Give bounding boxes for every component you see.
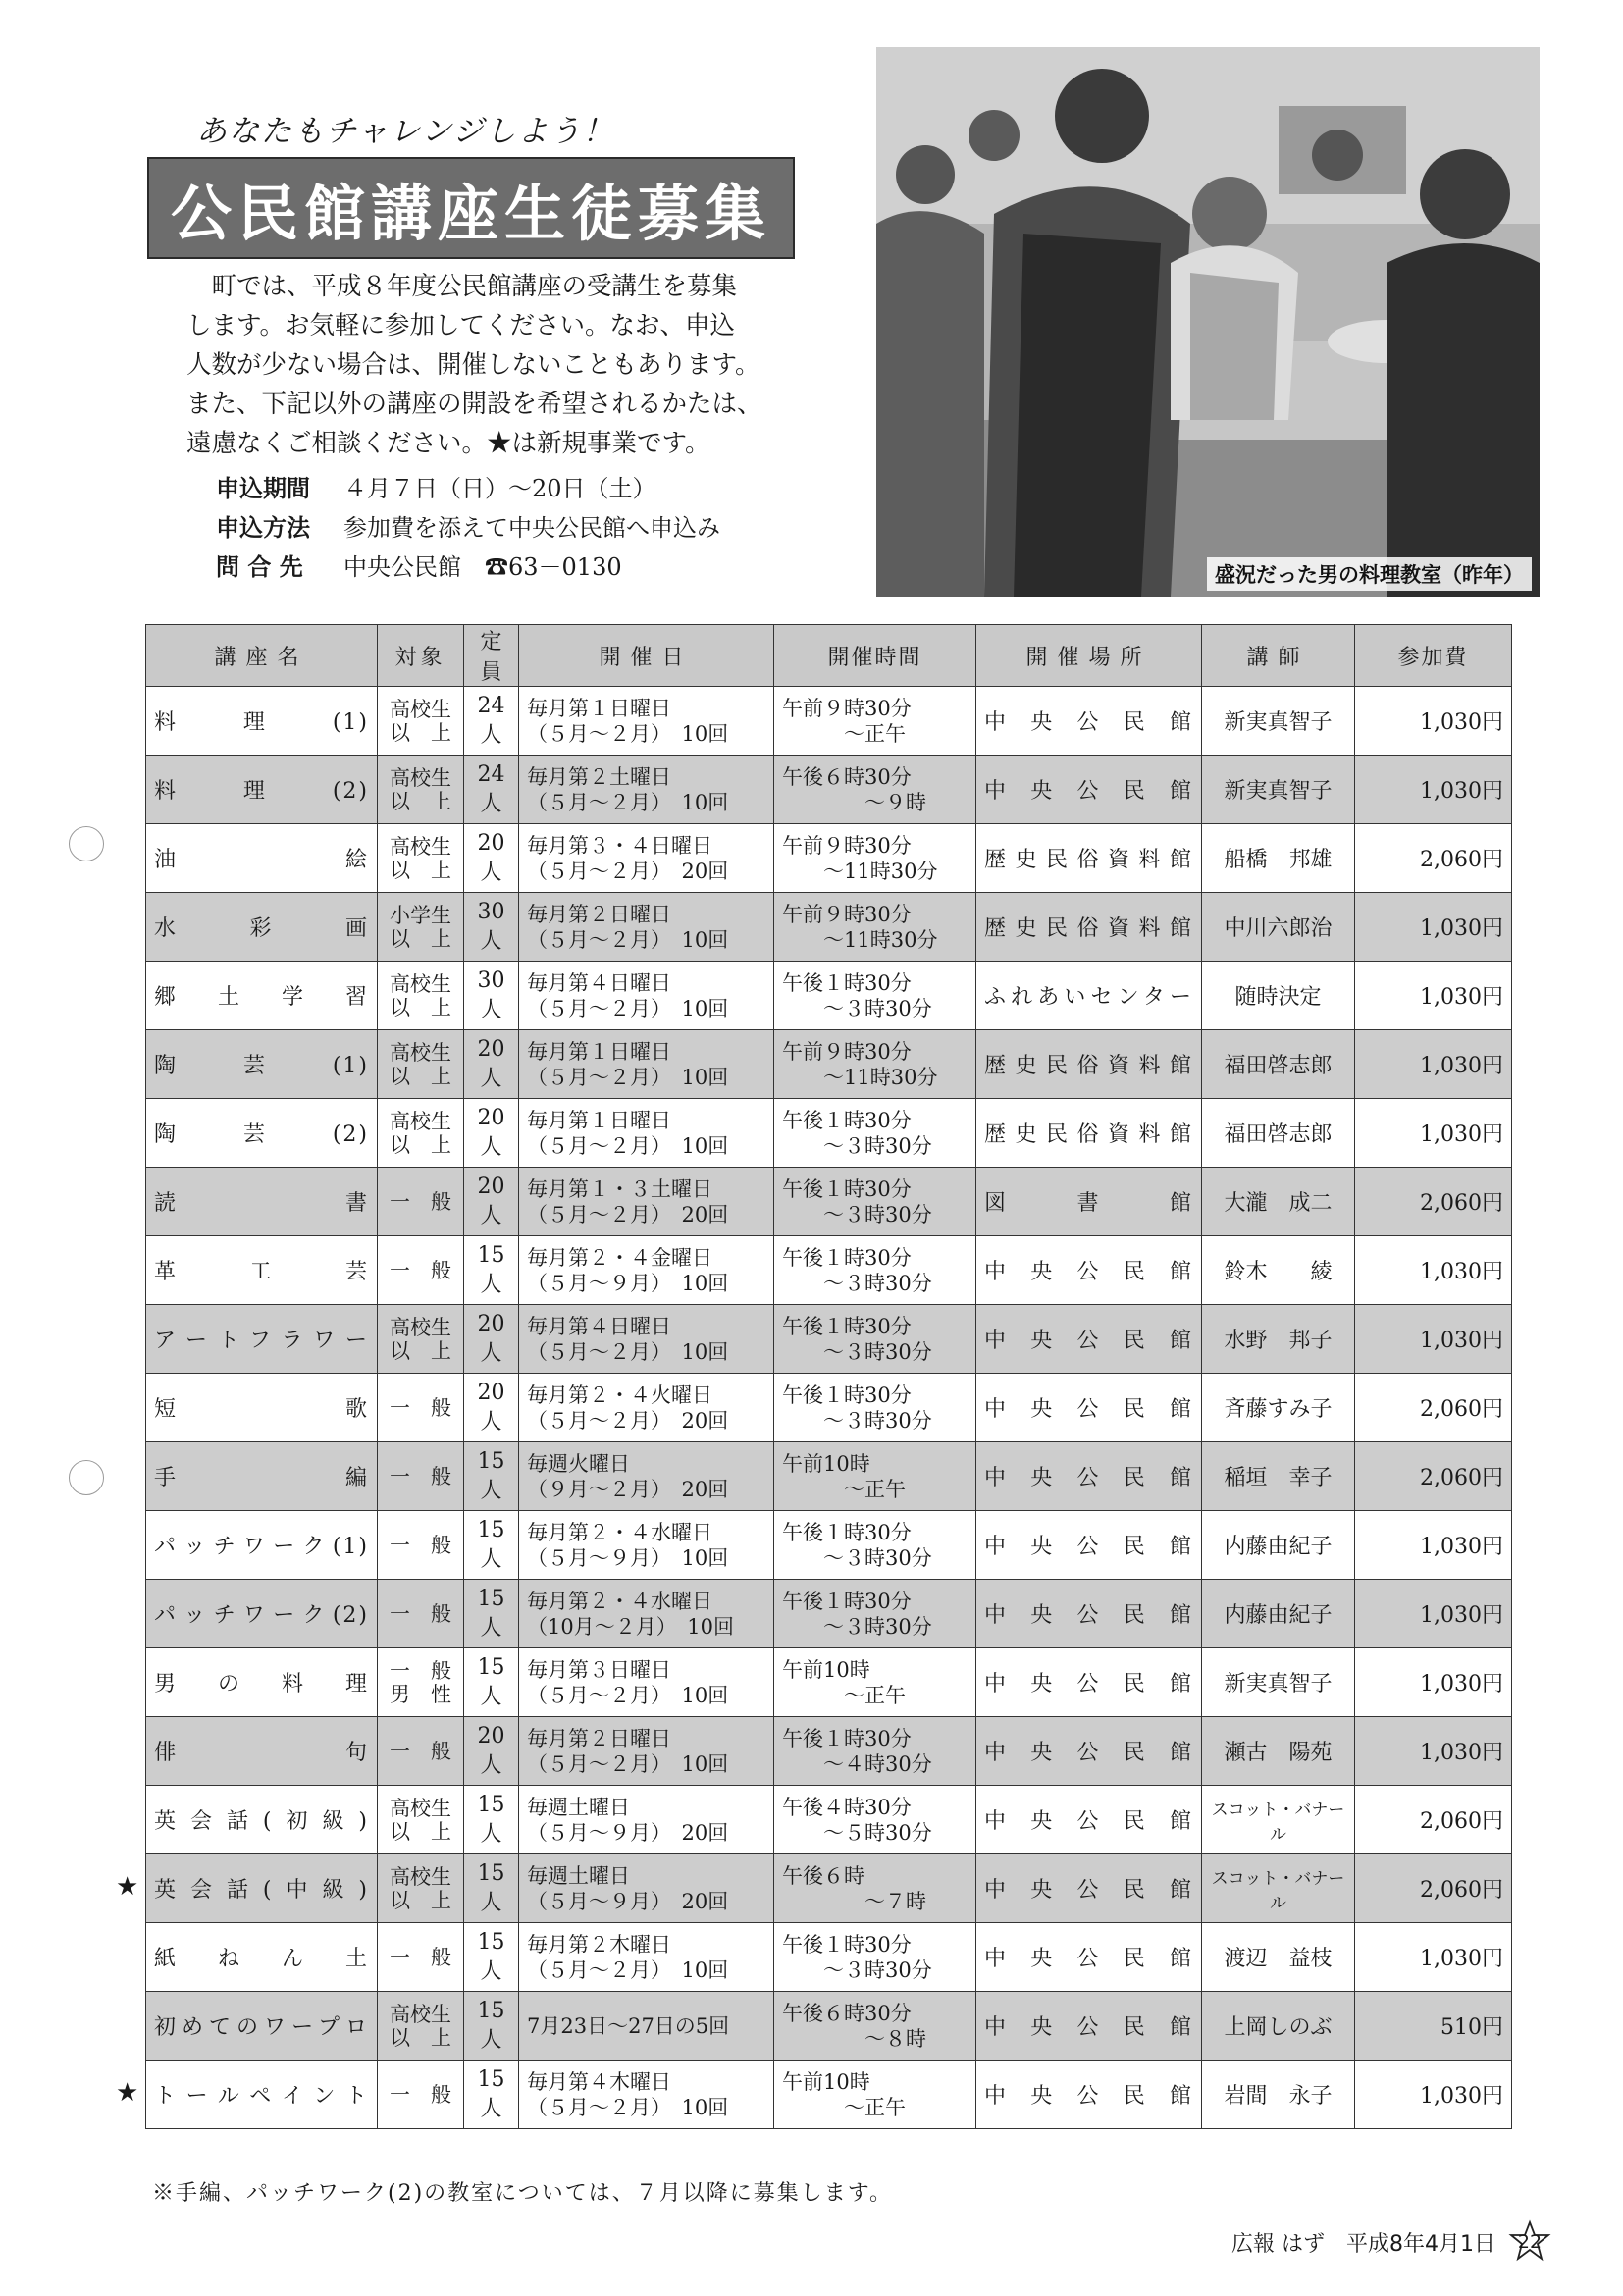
time-cell: 午後１時30分 ～３時30分 (774, 1374, 976, 1442)
table-header-row (146, 625, 1512, 687)
intro-line: 遠慮なくご相談ください。★は新規事業です。 (186, 429, 710, 458)
date-cell: 毎月第２・４水曜日 （10月～２月） 10回 (519, 1580, 774, 1648)
date-cell: 毎月第１日曜日 （５月～２月） 10回 (519, 687, 774, 756)
table-row (146, 1992, 1512, 2061)
capacity-cell: 20人 (464, 1030, 519, 1099)
publication-info: 広報 はず 平成8年4月1日 (1231, 2231, 1495, 2257)
course-name-cell: パッチワーク(2) (146, 1580, 378, 1648)
column-header: 参加費 (1355, 625, 1512, 687)
table-row (146, 1717, 1512, 1786)
date-cell: 毎月第２・４火曜日 （５月～２月） 20回 (519, 1374, 774, 1442)
place-cell: 中央公民館 (976, 1786, 1202, 1854)
place-cell: 中央公民館 (976, 1305, 1202, 1374)
target-cell: 一 般 (378, 1511, 464, 1580)
course-name-cell: 紙ねん土 (146, 1923, 378, 1992)
fee-cell: 2,060円 (1355, 824, 1512, 893)
time-cell: 午後１時30分 ～３時30分 (774, 1923, 976, 1992)
time-cell: 午後１時30分 ～３時30分 (774, 1580, 976, 1648)
info-label: 問 合 先 (216, 552, 303, 581)
teacher-cell: スコット・バナール (1202, 1854, 1355, 1923)
place-cell: 歴史民俗資料館 (976, 1030, 1202, 1099)
page-title: 公民館講座生徒募集 (170, 177, 771, 249)
teacher-cell: スコット・バナール (1202, 1786, 1355, 1854)
fee-cell: 1,030円 (1355, 1923, 1512, 1992)
intro-text (186, 267, 785, 463)
capacity-cell: 15人 (464, 1236, 519, 1305)
intro-line: 人数が少ない場合は、開催しないこともあります。 (186, 350, 760, 380)
capacity-cell: 15人 (464, 1648, 519, 1717)
teacher-cell: 大瀧 成二 (1202, 1168, 1355, 1236)
fee-cell: 1,030円 (1355, 687, 1512, 756)
table-row (146, 756, 1512, 824)
place-cell: 中央公民館 (976, 1923, 1202, 1992)
date-cell: 毎月第４木曜日 （５月～２月） 10回 (519, 2061, 774, 2129)
place-cell: 中央公民館 (976, 1442, 1202, 1511)
capacity-cell: 20人 (464, 1717, 519, 1786)
photo-caption: 盛況だった男の料理教室（昨年） (1207, 557, 1532, 591)
course-name-cell: 料理(1) (146, 687, 378, 756)
course-name-cell: 英会話(中級) (146, 1854, 378, 1923)
column-header: 定員 (464, 625, 519, 687)
page-footer (1231, 2219, 1552, 2265)
table-row (146, 1580, 1512, 1648)
place-cell: ふれあいセンター (976, 962, 1202, 1030)
intro-line: また、下記以外の講座の開設を希望されるかたは、 (186, 390, 762, 419)
time-cell: 午後１時30分 ～４時30分 (774, 1717, 976, 1786)
target-cell: 高校生 以 上 (378, 962, 464, 1030)
target-cell: 高校生 以 上 (378, 1305, 464, 1374)
info-value: 参加費を添えて中央公民館へ申込み (343, 514, 720, 542)
target-cell: 一 般 (378, 1923, 464, 1992)
capacity-cell: 15人 (464, 2061, 519, 2129)
place-cell: 中央公民館 (976, 2061, 1202, 2129)
table-row (146, 1786, 1512, 1854)
place-cell: 歴史民俗資料館 (976, 1099, 1202, 1168)
time-cell: 午後６時 ～７時 (774, 1854, 976, 1923)
column-header: 対象 (378, 625, 464, 687)
fee-cell: 1,030円 (1355, 1236, 1512, 1305)
capacity-cell: 20人 (464, 1168, 519, 1236)
teacher-cell: 斉藤すみ子 (1202, 1374, 1355, 1442)
punch-hole-bottom (69, 1460, 104, 1495)
table-row (146, 1099, 1512, 1168)
time-cell: 午前10時 ～正午 (774, 1442, 976, 1511)
target-cell: 高校生 以 上 (378, 1786, 464, 1854)
capacity-cell: 20人 (464, 1305, 519, 1374)
title-banner (147, 157, 795, 259)
place-cell: 中央公民館 (976, 1580, 1202, 1648)
info-value: 中央公民館 ☎63－0130 (343, 553, 622, 581)
fee-cell: 1,030円 (1355, 1305, 1512, 1374)
fee-cell: 1,030円 (1355, 1030, 1512, 1099)
time-cell: 午後１時30分 ～３時30分 (774, 1236, 976, 1305)
target-cell: 高校生 以 上 (378, 687, 464, 756)
target-cell: 高校生 以 上 (378, 1099, 464, 1168)
course-name-cell: トールペイント (146, 2061, 378, 2129)
info-label: 申込期間 (216, 474, 310, 502)
place-cell: 中央公民館 (976, 1374, 1202, 1442)
target-cell: 高校生 以 上 (378, 824, 464, 893)
fee-cell: 2,060円 (1355, 1442, 1512, 1511)
course-name-cell: 陶芸(2) (146, 1099, 378, 1168)
teacher-cell: 福田啓志郎 (1202, 1030, 1355, 1099)
fee-cell: 1,030円 (1355, 893, 1512, 962)
date-cell: 毎月第４日曜日 （５月～２月） 10回 (519, 962, 774, 1030)
teacher-cell: 瀬古 陽苑 (1202, 1717, 1355, 1786)
place-cell: 歴史民俗資料館 (976, 893, 1202, 962)
time-cell: 午後１時30分 ～３時30分 (774, 962, 976, 1030)
place-cell: 中央公民館 (976, 1511, 1202, 1580)
table-row (146, 1923, 1512, 1992)
capacity-cell: 20人 (464, 1099, 519, 1168)
info-value: ４月７日（日）～20日（土） (343, 475, 656, 502)
teacher-cell: 上岡しのぶ (1202, 1992, 1355, 2061)
date-cell: 毎月第２日曜日 （５月～２月） 10回 (519, 1717, 774, 1786)
place-cell: 中央公民館 (976, 1648, 1202, 1717)
page-number: 22 (1517, 2231, 1543, 2253)
course-name-cell: 読書 (146, 1168, 378, 1236)
time-cell: 午前９時30分 ～11時30分 (774, 893, 976, 962)
time-cell: 午後１時30分 ～３時30分 (774, 1099, 976, 1168)
target-cell: 一 般 (378, 1717, 464, 1786)
target-cell: 一 般 男 性 (378, 1648, 464, 1717)
table-row (146, 2061, 1512, 2129)
date-cell: 毎月第４日曜日 （５月～２月） 10回 (519, 1305, 774, 1374)
intro-line: 町では、平成８年度公民館講座の受講生を募集 (186, 272, 738, 301)
course-name-cell: 陶芸(1) (146, 1030, 378, 1099)
table-row (146, 1648, 1512, 1717)
target-cell: 一 般 (378, 1236, 464, 1305)
capacity-cell: 20人 (464, 824, 519, 893)
course-table (145, 624, 1512, 2129)
fee-cell: 1,030円 (1355, 1099, 1512, 1168)
course-name-cell: 俳句 (146, 1717, 378, 1786)
table-row (146, 1168, 1512, 1236)
capacity-cell: 30人 (464, 893, 519, 962)
info-application-method (216, 508, 824, 543)
table-row (146, 893, 1512, 962)
target-cell: 一 般 (378, 1580, 464, 1648)
fee-cell: 1,030円 (1355, 756, 1512, 824)
target-cell: 高校生 以 上 (378, 1992, 464, 2061)
punch-hole-top (69, 826, 104, 861)
time-cell: 午前10時 ～正午 (774, 1648, 976, 1717)
teacher-cell: 渡辺 益枝 (1202, 1923, 1355, 1992)
target-cell: 高校生 以 上 (378, 756, 464, 824)
date-cell: 毎週土曜日 （５月～９月） 20回 (519, 1786, 774, 1854)
teacher-cell: 稲垣 幸子 (1202, 1442, 1355, 1511)
fee-cell: 2,060円 (1355, 1374, 1512, 1442)
fee-cell: 2,060円 (1355, 1168, 1512, 1236)
date-cell: 毎月第２・４水曜日 （５月～９月） 10回 (519, 1511, 774, 1580)
date-cell: 毎週土曜日 （５月～９月） 20回 (519, 1854, 774, 1923)
date-cell: 毎月第１日曜日 （５月～２月） 10回 (519, 1099, 774, 1168)
time-cell: 午後１時30分 ～３時30分 (774, 1511, 976, 1580)
capacity-cell: 15人 (464, 1923, 519, 1992)
time-cell: 午後１時30分 ～３時30分 (774, 1168, 976, 1236)
new-course-star-icon: ★ (116, 1872, 139, 1902)
page-number-badge (1507, 2219, 1552, 2265)
fee-cell: 1,030円 (1355, 962, 1512, 1030)
table-row (146, 962, 1512, 1030)
table-row (146, 1442, 1512, 1511)
capacity-cell: 24人 (464, 756, 519, 824)
place-cell: 中央公民館 (976, 1854, 1202, 1923)
course-name-cell: 初めてのワープロ (146, 1992, 378, 2061)
table-row (146, 824, 1512, 893)
info-application-period (216, 469, 824, 503)
course-name-cell: 英会話(初級) (146, 1786, 378, 1854)
place-cell: 中央公民館 (976, 1717, 1202, 1786)
capacity-cell: 15人 (464, 1580, 519, 1648)
capacity-cell: 15人 (464, 1442, 519, 1511)
table-body (146, 687, 1512, 2129)
course-name-cell: 油絵 (146, 824, 378, 893)
capacity-cell: 15人 (464, 1511, 519, 1580)
table-row (146, 687, 1512, 756)
column-header: 講座名 (146, 625, 378, 687)
course-name-cell: 男の料理 (146, 1648, 378, 1717)
course-name-cell: 革工芸 (146, 1236, 378, 1305)
intro-line: します。お気軽に参加してください。なお、申込 (186, 311, 735, 340)
fee-cell: 510円 (1355, 1992, 1512, 2061)
course-name-cell: 郷土学習 (146, 962, 378, 1030)
capacity-cell: 15人 (464, 1992, 519, 2061)
teacher-cell: 内藤由紀子 (1202, 1511, 1355, 1580)
capacity-cell: 24人 (464, 687, 519, 756)
date-cell: 毎月第２土曜日 （５月～２月） 10回 (519, 756, 774, 824)
fee-cell: 2,060円 (1355, 1786, 1512, 1854)
info-label: 申込方法 (216, 513, 310, 542)
place-cell: 中央公民館 (976, 1992, 1202, 2061)
date-cell: 毎月第２木曜日 （５月～２月） 10回 (519, 1923, 774, 1992)
target-cell: 一 般 (378, 2061, 464, 2129)
date-cell: 毎月第１日曜日 （５月～２月） 10回 (519, 1030, 774, 1099)
fee-cell: 1,030円 (1355, 1511, 1512, 1580)
table-row (146, 1030, 1512, 1099)
target-cell: 一 般 (378, 1168, 464, 1236)
time-cell: 午前９時30分 ～正午 (774, 687, 976, 756)
date-cell: 7月23日～27日の5回 (519, 1992, 774, 2061)
time-cell: 午後４時30分 ～５時30分 (774, 1786, 976, 1854)
column-header: 開催時間 (774, 625, 976, 687)
date-cell: 毎月第３・４日曜日 （５月～２月） 20回 (519, 824, 774, 893)
fee-cell: 2,060円 (1355, 1854, 1512, 1923)
place-cell: 歴史民俗資料館 (976, 824, 1202, 893)
table-row (146, 1374, 1512, 1442)
capacity-cell: 15人 (464, 1854, 519, 1923)
teacher-cell: 内藤由紀子 (1202, 1580, 1355, 1648)
teacher-cell: 水野 邦子 (1202, 1305, 1355, 1374)
teacher-cell: 新実真智子 (1202, 1648, 1355, 1717)
subtitle: あなたもチャレンジしよう！ (196, 114, 615, 149)
course-name-cell: アートフラワー (146, 1305, 378, 1374)
teacher-cell: 新実真智子 (1202, 756, 1355, 824)
teacher-cell: 福田啓志郎 (1202, 1099, 1355, 1168)
place-cell: 図書館 (976, 1168, 1202, 1236)
target-cell: 一 般 (378, 1374, 464, 1442)
target-cell: 高校生 以 上 (378, 1030, 464, 1099)
date-cell: 毎月第２日曜日 （５月～２月） 10回 (519, 893, 774, 962)
fee-cell: 1,030円 (1355, 2061, 1512, 2129)
time-cell: 午前９時30分 ～11時30分 (774, 1030, 976, 1099)
teacher-cell: 鈴木 綾 (1202, 1236, 1355, 1305)
fee-cell: 1,030円 (1355, 1648, 1512, 1717)
capacity-cell: 15人 (464, 1786, 519, 1854)
target-cell: 小学生 以 上 (378, 893, 464, 962)
place-cell: 中央公民館 (976, 1236, 1202, 1305)
time-cell: 午後１時30分 ～３時30分 (774, 1305, 976, 1374)
column-header: 講師 (1202, 625, 1355, 687)
teacher-cell: 随時決定 (1202, 962, 1355, 1030)
table-row (146, 1236, 1512, 1305)
target-cell: 高校生 以 上 (378, 1854, 464, 1923)
date-cell: 毎月第３日曜日 （５月～２月） 10回 (519, 1648, 774, 1717)
time-cell: 午前10時 ～正午 (774, 2061, 976, 2129)
date-cell: 毎週火曜日 （９月～２月） 20回 (519, 1442, 774, 1511)
table-row (146, 1854, 1512, 1923)
time-cell: 午後６時30分 ～９時 (774, 756, 976, 824)
course-name-cell: 手編 (146, 1442, 378, 1511)
photo-illustration (876, 47, 1540, 597)
footnote: ※手編、パッチワーク(2)の教室については、７月以降に募集します。 (152, 2181, 893, 2206)
place-cell: 中央公民館 (976, 756, 1202, 824)
capacity-cell: 20人 (464, 1374, 519, 1442)
place-cell: 中央公民館 (976, 687, 1202, 756)
table-row (146, 1511, 1512, 1580)
course-name-cell: 料理(2) (146, 756, 378, 824)
course-name-cell: パッチワーク(1) (146, 1511, 378, 1580)
cooking-class-photo (876, 47, 1540, 597)
course-name-cell: 水彩画 (146, 893, 378, 962)
time-cell: 午前９時30分 ～11時30分 (774, 824, 976, 893)
teacher-cell: 岩間 永子 (1202, 2061, 1355, 2129)
new-course-star-icon: ★ (116, 2078, 139, 2108)
target-cell: 一 般 (378, 1442, 464, 1511)
course-name-cell: 短歌 (146, 1374, 378, 1442)
time-cell: 午後６時30分 ～８時 (774, 1992, 976, 2061)
teacher-cell: 船橋 邦雄 (1202, 824, 1355, 893)
fee-cell: 1,030円 (1355, 1717, 1512, 1786)
date-cell: 毎月第２・４金曜日 （５月～９月） 10回 (519, 1236, 774, 1305)
date-cell: 毎月第１・３土曜日 （５月～２月） 20回 (519, 1168, 774, 1236)
teacher-cell: 中川六郎治 (1202, 893, 1355, 962)
teacher-cell: 新実真智子 (1202, 687, 1355, 756)
table-row (146, 1305, 1512, 1374)
info-contact (216, 548, 824, 582)
fee-cell: 1,030円 (1355, 1580, 1512, 1648)
column-header: 開催日 (519, 625, 774, 687)
capacity-cell: 30人 (464, 962, 519, 1030)
column-header: 開催場所 (976, 625, 1202, 687)
